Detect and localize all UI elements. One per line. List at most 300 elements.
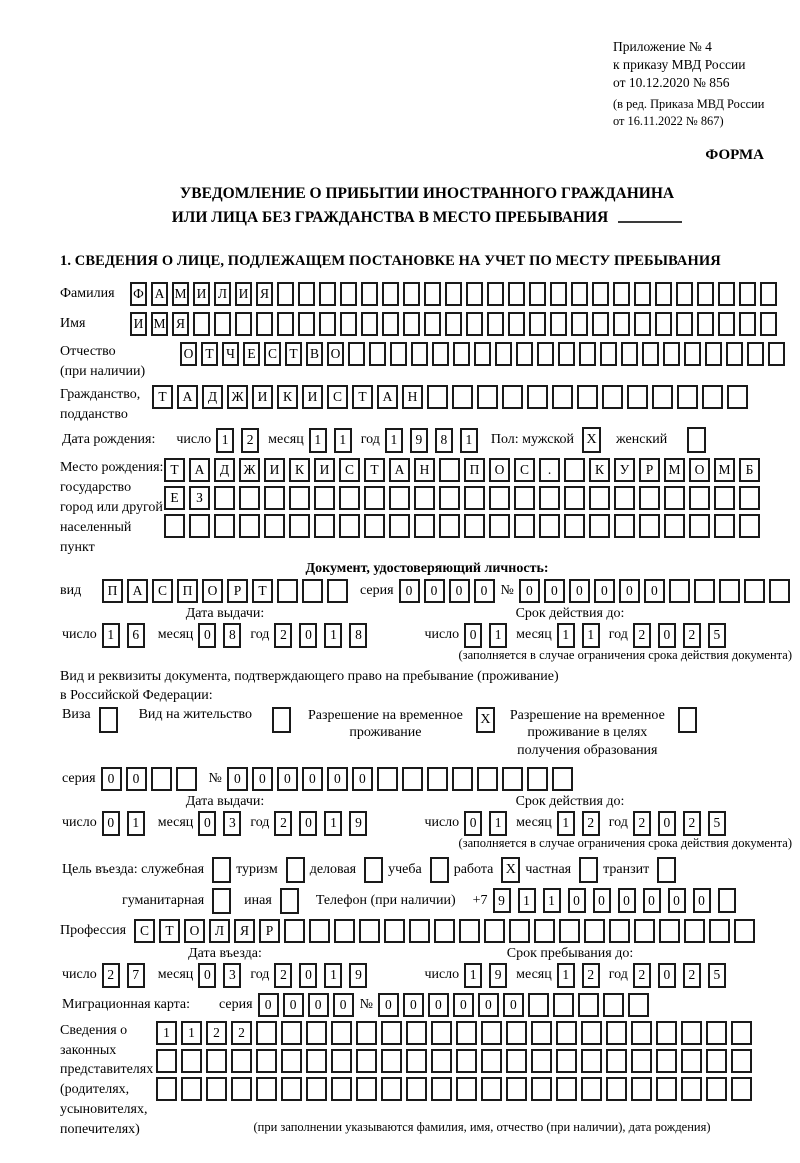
checkbox-purpose-private[interactable] [579,857,598,883]
form-cell[interactable] [509,919,530,943]
form-cell[interactable]: 1 [557,963,575,988]
form-cell[interactable] [747,342,764,366]
form-cell[interactable] [705,342,722,366]
form-cell[interactable]: 9 [410,428,428,453]
form-cell[interactable]: С [327,385,348,409]
form-cell[interactable] [552,385,573,409]
form-cell[interactable]: В [306,342,323,366]
form-cell[interactable] [477,767,498,791]
form-cell[interactable] [277,312,294,336]
form-cell[interactable] [431,1021,452,1045]
form-cell[interactable] [731,1049,752,1073]
form-cell[interactable] [424,282,441,306]
form-cell[interactable]: Л [209,919,230,943]
form-cell[interactable]: И [235,282,252,306]
form-cell[interactable]: 1 [518,888,536,913]
form-cell[interactable] [726,342,743,366]
form-cell[interactable]: О [184,919,205,943]
form-cell[interactable]: 2 [274,963,292,988]
form-cell[interactable]: 0 [428,993,449,1017]
form-cell[interactable] [339,486,360,510]
form-cell[interactable]: . [539,458,560,482]
form-cell[interactable] [284,919,305,943]
form-cell[interactable]: 5 [708,623,726,648]
form-cell[interactable] [439,514,460,538]
form-cell[interactable] [403,282,420,306]
form-cell[interactable]: 1 [156,1021,177,1045]
form-cell[interactable] [634,919,655,943]
form-cell[interactable]: 0 [227,767,248,791]
form-cell[interactable]: 0 [403,993,424,1017]
form-cell[interactable] [264,486,285,510]
form-cell[interactable] [577,385,598,409]
form-cell[interactable] [414,514,435,538]
form-cell[interactable]: 2 [206,1021,227,1045]
form-cell[interactable]: 0 [283,993,304,1017]
form-cell[interactable]: М [664,458,685,482]
form-cell[interactable]: Л [214,282,231,306]
form-cell[interactable] [631,1021,652,1045]
form-cell[interactable] [319,282,336,306]
form-cell[interactable]: 9 [493,888,511,913]
form-cell[interactable]: И [130,312,147,336]
form-cell[interactable] [684,342,701,366]
form-cell[interactable] [739,486,760,510]
form-cell[interactable]: 0 [299,963,317,988]
form-cell[interactable] [306,1021,327,1045]
form-cell[interactable] [527,385,548,409]
form-cell[interactable] [552,767,573,791]
form-cell[interactable]: 2 [582,963,600,988]
form-cell[interactable]: У [614,458,635,482]
form-cell[interactable]: 0 [593,888,611,913]
form-cell[interactable] [550,312,567,336]
form-cell[interactable] [459,919,480,943]
form-cell[interactable] [495,342,512,366]
form-cell[interactable] [706,1021,727,1045]
form-cell[interactable]: 0 [198,811,216,836]
form-cell[interactable]: Т [164,458,185,482]
form-cell[interactable]: М [714,458,735,482]
form-cell[interactable] [508,312,525,336]
form-cell[interactable] [189,514,210,538]
checkbox-temp-residence-education[interactable] [678,707,697,733]
form-cell[interactable]: Я [234,919,255,943]
form-cell[interactable]: 0 [327,767,348,791]
form-cell[interactable]: 0 [299,811,317,836]
form-cell[interactable] [331,1077,352,1101]
form-cell[interactable] [529,282,546,306]
checkbox-purpose-business[interactable] [364,857,383,883]
form-cell[interactable]: И [302,385,323,409]
form-cell[interactable] [681,1049,702,1073]
form-cell[interactable] [406,1077,427,1101]
form-cell[interactable] [406,1021,427,1045]
form-cell[interactable] [706,1077,727,1101]
form-cell[interactable] [581,1049,602,1073]
form-cell[interactable] [156,1049,177,1073]
form-cell[interactable] [706,1049,727,1073]
form-cell[interactable] [231,1077,252,1101]
form-cell[interactable]: С [339,458,360,482]
form-cell[interactable] [506,1077,527,1101]
form-cell[interactable] [689,486,710,510]
form-cell[interactable]: 1 [181,1021,202,1045]
form-cell[interactable] [289,514,310,538]
checkbox-visa[interactable] [99,707,118,733]
form-cell[interactable] [389,486,410,510]
form-cell[interactable]: 0 [658,623,676,648]
form-cell[interactable]: 9 [349,811,367,836]
form-cell[interactable] [744,579,765,603]
form-cell[interactable] [466,282,483,306]
form-cell[interactable]: О [689,458,710,482]
form-cell[interactable]: Н [402,385,423,409]
form-cell[interactable]: 0 [568,888,586,913]
form-cell[interactable] [427,385,448,409]
form-cell[interactable] [256,1049,277,1073]
form-cell[interactable] [264,514,285,538]
form-cell[interactable]: 0 [658,963,676,988]
form-cell[interactable] [334,919,355,943]
form-cell[interactable] [714,486,735,510]
form-cell[interactable]: 0 [308,993,329,1017]
form-cell[interactable]: 1 [324,623,342,648]
form-cell[interactable]: Д [214,458,235,482]
form-cell[interactable]: Е [243,342,260,366]
form-cell[interactable]: 0 [569,579,590,603]
form-cell[interactable]: 1 [489,811,507,836]
form-cell[interactable]: О [327,342,344,366]
form-cell[interactable] [464,486,485,510]
form-cell[interactable] [614,514,635,538]
form-cell[interactable]: 2 [102,963,120,988]
form-cell[interactable] [718,888,736,913]
form-cell[interactable] [424,312,441,336]
form-cell[interactable] [489,486,510,510]
form-cell[interactable] [281,1049,302,1073]
form-cell[interactable]: 2 [582,811,600,836]
form-cell[interactable]: 0 [478,993,499,1017]
form-cell[interactable] [702,385,723,409]
form-cell[interactable]: 1 [582,623,600,648]
form-cell[interactable] [516,342,533,366]
form-cell[interactable] [239,514,260,538]
form-cell[interactable] [364,486,385,510]
form-cell[interactable] [382,282,399,306]
form-cell[interactable]: 0 [693,888,711,913]
form-cell[interactable] [642,342,659,366]
form-cell[interactable] [484,919,505,943]
form-cell[interactable]: 0 [453,993,474,1017]
form-cell[interactable] [281,1021,302,1045]
form-cell[interactable] [664,486,685,510]
form-cell[interactable] [631,1049,652,1073]
form-cell[interactable]: 0 [126,767,147,791]
checkbox-gender-female[interactable] [687,427,706,453]
form-cell[interactable] [381,1049,402,1073]
form-cell[interactable] [581,1021,602,1045]
form-cell[interactable] [564,458,585,482]
form-cell[interactable]: 1 [557,623,575,648]
form-cell[interactable] [564,486,585,510]
form-cell[interactable] [364,514,385,538]
form-cell[interactable] [600,342,617,366]
checkbox-purpose-transit[interactable] [657,857,676,883]
form-cell[interactable] [452,385,473,409]
form-cell[interactable]: 0 [302,767,323,791]
form-cell[interactable]: 1 [334,428,352,453]
form-cell[interactable]: А [389,458,410,482]
form-cell[interactable]: 5 [708,811,726,836]
form-cell[interactable] [369,342,386,366]
form-cell[interactable]: 0 [449,579,470,603]
form-cell[interactable] [359,919,380,943]
form-cell[interactable]: 1 [557,811,575,836]
form-cell[interactable] [390,342,407,366]
form-cell[interactable] [403,312,420,336]
form-cell[interactable] [652,385,673,409]
form-cell[interactable]: К [289,458,310,482]
form-cell[interactable] [656,1049,677,1073]
form-cell[interactable] [456,1077,477,1101]
form-cell[interactable] [356,1077,377,1101]
form-cell[interactable] [314,486,335,510]
form-cell[interactable] [331,1021,352,1045]
form-cell[interactable] [214,312,231,336]
form-cell[interactable] [502,385,523,409]
form-cell[interactable] [579,342,596,366]
form-cell[interactable] [382,312,399,336]
form-cell[interactable] [655,312,672,336]
form-cell[interactable] [432,342,449,366]
form-cell[interactable] [589,486,610,510]
form-cell[interactable]: М [172,282,189,306]
form-cell[interactable]: Б [739,458,760,482]
form-cell[interactable] [537,342,554,366]
form-cell[interactable] [768,342,785,366]
form-cell[interactable]: 0 [101,767,122,791]
form-cell[interactable] [206,1049,227,1073]
form-cell[interactable] [489,514,510,538]
form-cell[interactable] [456,1049,477,1073]
form-cell[interactable]: Т [364,458,385,482]
form-cell[interactable]: 0 [594,579,615,603]
form-cell[interactable] [377,767,398,791]
form-cell[interactable] [181,1049,202,1073]
form-cell[interactable] [689,514,710,538]
form-cell[interactable]: 2 [683,963,701,988]
form-cell[interactable]: 0 [198,963,216,988]
form-cell[interactable]: 0 [399,579,420,603]
form-cell[interactable] [302,579,323,603]
form-cell[interactable]: 1 [216,428,234,453]
form-cell[interactable] [571,312,588,336]
form-cell[interactable]: 6 [127,623,145,648]
form-cell[interactable]: 0 [378,993,399,1017]
form-cell[interactable]: 1 [460,428,478,453]
form-cell[interactable] [677,385,698,409]
form-cell[interactable] [340,312,357,336]
form-cell[interactable] [739,312,756,336]
form-cell[interactable] [606,1049,627,1073]
form-cell[interactable] [581,1077,602,1101]
form-cell[interactable]: 2 [633,963,651,988]
form-cell[interactable]: С [514,458,535,482]
form-cell[interactable] [176,767,197,791]
form-cell[interactable] [214,514,235,538]
form-cell[interactable]: 0 [277,767,298,791]
form-cell[interactable] [531,1049,552,1073]
form-cell[interactable] [339,514,360,538]
form-cell[interactable]: 0 [198,623,216,648]
form-cell[interactable] [539,486,560,510]
form-cell[interactable] [481,1077,502,1101]
form-cell[interactable] [466,312,483,336]
form-cell[interactable] [289,486,310,510]
form-cell[interactable] [474,342,491,366]
form-cell[interactable] [452,767,473,791]
form-cell[interactable] [602,385,623,409]
form-cell[interactable] [697,312,714,336]
form-cell[interactable]: С [134,919,155,943]
form-cell[interactable]: 0 [474,579,495,603]
form-cell[interactable]: О [202,579,223,603]
form-cell[interactable]: 8 [349,623,367,648]
form-cell[interactable]: 2 [683,811,701,836]
form-cell[interactable]: Т [285,342,302,366]
form-cell[interactable] [669,579,690,603]
form-cell[interactable]: А [127,579,148,603]
form-cell[interactable] [406,1049,427,1073]
form-cell[interactable]: 0 [618,888,636,913]
form-cell[interactable] [381,1021,402,1045]
form-cell[interactable] [239,486,260,510]
form-cell[interactable] [592,282,609,306]
form-cell[interactable] [181,1077,202,1101]
form-cell[interactable] [606,1077,627,1101]
form-cell[interactable] [384,919,405,943]
form-cell[interactable]: Д [202,385,223,409]
form-cell[interactable] [676,312,693,336]
form-cell[interactable] [556,1049,577,1073]
form-cell[interactable]: Р [259,919,280,943]
form-cell[interactable]: 0 [544,579,565,603]
form-cell[interactable] [531,1021,552,1045]
form-cell[interactable] [731,1021,752,1045]
checkbox-purpose-work[interactable]: X [501,857,520,883]
form-cell[interactable] [439,486,460,510]
form-cell[interactable] [663,342,680,366]
form-cell[interactable] [487,282,504,306]
form-cell[interactable] [306,1077,327,1101]
form-cell[interactable]: 0 [464,623,482,648]
form-cell[interactable]: 2 [231,1021,252,1045]
form-cell[interactable]: 0 [619,579,640,603]
form-cell[interactable] [655,282,672,306]
form-cell[interactable]: С [264,342,281,366]
form-cell[interactable]: А [377,385,398,409]
form-cell[interactable] [514,514,535,538]
form-cell[interactable]: 9 [349,963,367,988]
form-cell[interactable] [553,993,574,1017]
form-cell[interactable] [193,312,210,336]
form-cell[interactable] [235,312,252,336]
form-cell[interactable] [389,514,410,538]
form-cell[interactable] [613,312,630,336]
form-cell[interactable]: 2 [633,811,651,836]
form-cell[interactable]: Ч [222,342,239,366]
form-cell[interactable] [614,486,635,510]
form-cell[interactable] [481,1049,502,1073]
form-cell[interactable] [502,767,523,791]
form-cell[interactable] [531,1077,552,1101]
form-cell[interactable]: 1 [543,888,561,913]
form-cell[interactable] [481,1021,502,1045]
form-cell[interactable]: Н [414,458,435,482]
form-cell[interactable] [306,1049,327,1073]
form-cell[interactable] [445,312,462,336]
checkbox-purpose-official[interactable] [212,857,231,883]
form-cell[interactable]: Ф [130,282,147,306]
form-cell[interactable]: Т [159,919,180,943]
form-cell[interactable] [584,919,605,943]
form-cell[interactable]: 0 [102,811,120,836]
form-cell[interactable] [528,993,549,1017]
form-cell[interactable] [427,767,448,791]
form-cell[interactable] [681,1077,702,1101]
form-cell[interactable]: К [277,385,298,409]
checkbox-temp-residence[interactable]: X [476,707,495,733]
form-cell[interactable] [298,312,315,336]
form-cell[interactable] [613,282,630,306]
form-cell[interactable] [694,579,715,603]
form-cell[interactable] [676,282,693,306]
form-cell[interactable] [606,1021,627,1045]
form-cell[interactable]: Е [164,486,185,510]
form-cell[interactable] [659,919,680,943]
checkbox-gender-male[interactable]: X [582,427,601,453]
form-cell[interactable] [714,514,735,538]
form-cell[interactable]: З [189,486,210,510]
form-cell[interactable] [719,579,740,603]
form-cell[interactable]: Р [639,458,660,482]
form-cell[interactable] [559,919,580,943]
form-cell[interactable] [534,919,555,943]
form-cell[interactable]: 2 [274,623,292,648]
form-cell[interactable]: 0 [643,888,661,913]
form-cell[interactable] [664,514,685,538]
form-cell[interactable]: П [177,579,198,603]
form-cell[interactable]: Т [252,579,273,603]
form-cell[interactable]: Я [172,312,189,336]
form-cell[interactable] [151,767,172,791]
form-cell[interactable]: И [314,458,335,482]
form-cell[interactable] [456,1021,477,1045]
form-cell[interactable] [656,1077,677,1101]
form-cell[interactable] [477,385,498,409]
form-cell[interactable] [760,282,777,306]
form-cell[interactable] [277,282,294,306]
form-cell[interactable] [164,514,185,538]
form-cell[interactable] [556,1077,577,1101]
form-cell[interactable] [739,282,756,306]
form-cell[interactable]: 5 [708,963,726,988]
form-cell[interactable] [628,993,649,1017]
form-cell[interactable] [409,919,430,943]
form-cell[interactable] [539,514,560,538]
checkbox-purpose-humanitarian[interactable] [212,888,231,914]
